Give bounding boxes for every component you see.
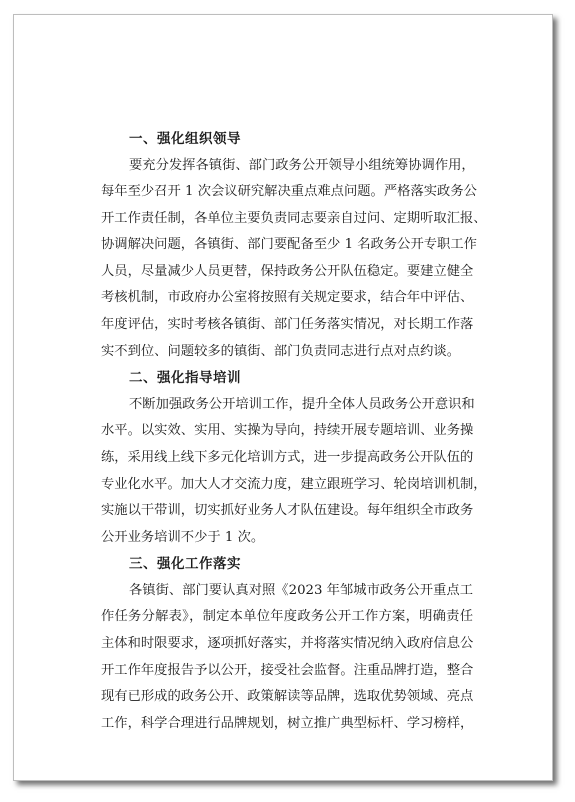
paragraph-line: 协调解决问题，各镇街、部门要配备至少 1 名政务公开专职工作 [101,237,477,253]
paragraph-line: 现有已形成的政务公开、政策解读等品牌，选取优势领域、亮点 [101,689,474,705]
paragraph-line: 实施以干带训，切实抓好业务人才队伍建设。每年组织全市政务 [101,503,474,519]
section-heading-1: 一、强化组织领导 [129,131,241,147]
paragraph-line: 作任务分解表》，制定本单位年度政务公开工作方案，明确责任 [101,609,473,625]
paragraph-line: 工作，科学合理进行品牌规划，树立推广典型标杆、学习榜样， [101,715,474,731]
paragraph-line: 考核机制，市政府办公室将按照有关规定要求，结合年中评估、 [101,290,474,306]
section-heading-3: 三、强化工作落实 [129,556,241,573]
paragraph-line: 专业化水平。加大人才交流力度，建立跟班学习、轮岗培训机制， [101,476,487,492]
paragraph-line: 公开业务培训不少于 1 次。 [101,529,265,545]
paragraph-line: 开工作责任制，各单位主要负责同志要亲自过问、定期听取汇报、 [101,210,487,226]
paragraph-line: 各镇街、部门要认真对照《2023 年邹城市政务公开重点工 [129,582,473,598]
paragraph-line: 每年至少召开 1 次会议研究解决重点难点问题。严格落实政务公 [101,184,477,200]
paragraph-line: 要充分发挥各镇街、部门政务公开领导小组统筹协调作用， [129,157,475,173]
paragraph-line: 水平。以实效、实用、实操为导向，持续开展专题培训、业务操 [101,423,474,439]
section-paragraph-3 [101,578,473,738]
section-paragraph-2 [101,392,487,552]
document-body [101,126,487,737]
paragraph-line: 年度评估，实时考核各镇街、部门任务落实情况，对长期工作落 [101,317,474,333]
section-paragraph-1 [101,153,487,366]
paragraph-line: 开工作年度报告予以公开，接受社会监督。注重品牌打造，整合 [101,662,474,678]
paragraph-line: 人员，尽量减少人员更替，保持政务公开队伍稳定。要建立健全 [101,263,474,279]
paragraph-line: 实不到位、问题较多的镇街、部门负责同志进行点对点约谈。 [101,343,461,359]
paragraph-line: 主体和时限要求，逐项抓好落实，并将落实情况纳入政府信息公 [101,636,474,651]
section-heading-2: 二、强化指导培训 [129,370,241,387]
paragraph-line: 不断加强政务公开培训工作，提升全体人员政务公开意识和 [129,396,475,412]
document-page [13,14,553,781]
paragraph-line: 练，采用线上线下多元化培训方式，进一步提高政务公开队伍的 [101,449,474,465]
